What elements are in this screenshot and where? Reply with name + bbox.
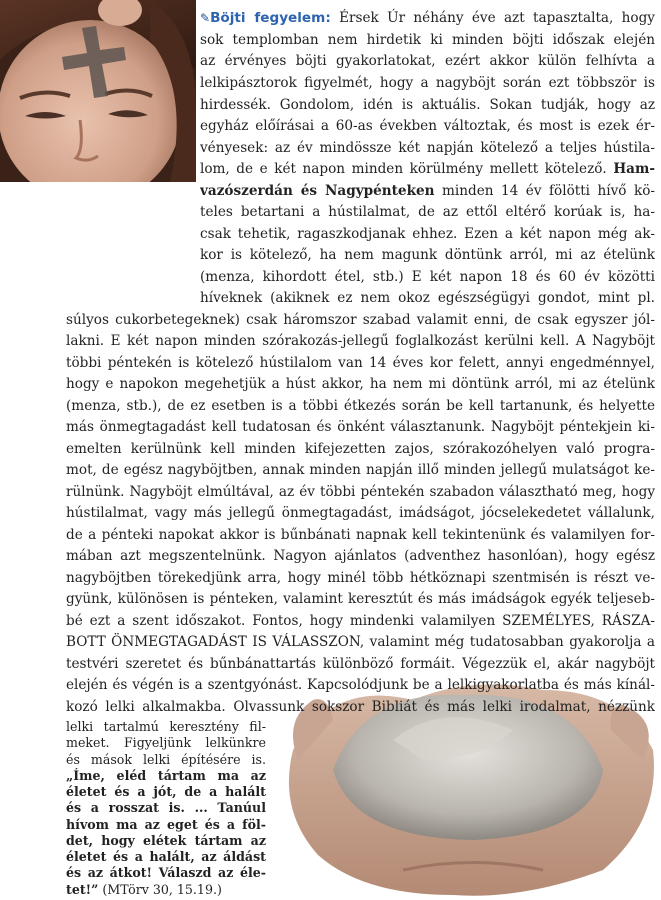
article-heading: Böjti fegyelem:: [210, 10, 331, 26]
article-line: elején és végén is a szentgyónást. Kapcsolódjunk be a lelkigyakorlatba és más kínál-: [66, 677, 655, 693]
pen-icon: ✎: [200, 11, 211, 25]
article-line: egyház előírásai a 60-as években változtak, és most is ezek ér-: [200, 118, 655, 134]
article-line: hirdessék. Gondolom, idén is aktuális. Sokan tudják, hogy az: [200, 97, 655, 113]
quote-line: és az átkot! Válaszd az éle-: [66, 865, 266, 881]
article-line: vazószerdán és Nagypénteken minden 14 év fölötti hívő kö-: [200, 183, 655, 199]
article-line: de a pénteki napokat akkor is bűnbánati napnak kell tekintenünk és valamilyen for-: [66, 527, 655, 543]
article-line: gyünk, különösen is pénteken, valamint keresztút és más imádságok egyék teljeseb-: [66, 591, 655, 607]
article-line: rülnünk. Nagyböjt elmúltával, az év többi péntekén szabadon választható meg, hogy: [66, 484, 655, 500]
article-line: ✎Böjti fegyelem: Érsek Úr néhány éve azt tapasztalta, hogy: [200, 10, 655, 26]
quote-line: életet és a halált, az áldást: [66, 849, 266, 865]
article-line: és mások lelki építésére is.: [66, 751, 266, 767]
article-line: lelki tartalmú keresztény fil-: [66, 719, 266, 734]
article-line: az érvényes böjti gyakorlatokat, ezért akkor külön felhívta a: [200, 53, 655, 69]
quote-line: tet!” (MTörv 30, 15.19.): [66, 881, 222, 897]
article-line: bé ezt a szent időszakot. Fontos, hogy mindenki valamilyen SZEMÉLYES, RÁSZA-: [66, 613, 655, 629]
article-line: teles betartani a hústilalmat, de az ettől eltérő korúak is, ha-: [200, 204, 655, 220]
article-line: mában azt megszentelnünk. Nagyon ajánlatos (adventhez hasonlóan), hogy egész: [66, 548, 655, 564]
bold-text: Ham-: [613, 161, 655, 177]
quote-line: det, hogy elétek tártam az: [66, 832, 266, 848]
article-line: súlyos cukorbetegeknek) csak háromszor szabad valamit enni, de csak egyszer jól-: [66, 312, 655, 328]
article-line: meket. Figyeljünk lelkünkre: [66, 735, 266, 751]
article-line: lakni. E két napon minden szórakozás-jellegű foglalkozást kerülni kell. A Nagyböjt: [66, 333, 655, 349]
article-line: nagyböjtben törekedjünk arra, hogy minél több hétköznapi szentmisén is részt ve-: [66, 570, 655, 586]
article-line: lelkipásztorok figyelmét, hogy a nagyböjt során ezt többször is: [200, 75, 655, 91]
article-line: hogy e napokon megehetjük a húst akkor, ha nem mi döntünk arról, mi az ételünk: [66, 376, 655, 392]
bold-text: vazószerdán és Nagypénteken: [200, 183, 435, 199]
article-line: testvéri szeretet és bűnbánattartás különböző formáit. Végezzük el, akár nagyböjt: [66, 656, 655, 672]
article-line: más önmegtagadást kell tudatosan és önként választanunk. Nagyböjt péntekjein ki-: [66, 419, 655, 435]
article-line: kozó lelki alkalmakba. Olvassunk sokszor Bibliát és más lelki irodalmat, nézzünk: [66, 699, 655, 715]
article-line: (menza, stb.), de ez esetben is a többi étkezés során be kell tartanunk, és helyette: [66, 398, 655, 414]
quote-line: „Íme, eléd tártam ma az: [66, 767, 266, 783]
quote-line: és a rosszat is. ... Tanúul: [66, 800, 266, 816]
article-line: lom, de e két napon minden körülmény mellett kötelező. Ham-: [200, 161, 655, 177]
article-line: BOTT ÖNMEGTAGADÁST IS VÁLASSZON, valamint még tudatosabban gyakorolja a: [66, 634, 655, 650]
article-line: (menza, kihordott étel, stb.) E két napon 18 és 60 év közötti: [200, 269, 655, 285]
quote-line: életet és a jót, de a halált: [66, 784, 266, 800]
article-line: kor is kötelező, ha nem magunk döntünk arról, mi az ételünk: [200, 247, 655, 263]
citation: (MTörv 30, 15.19.): [98, 881, 222, 897]
article-line: többi péntekén is kötelező hústilalom van 14 éves kor felett, annyi engedménnyel,: [66, 355, 655, 371]
quote-line: [66, 890, 266, 900]
article-line: emelten kerülnünk kell minden kifejezetten zajos, szórakozóhelyen való progra-: [66, 441, 655, 457]
article-line: csak tehetik, ragaszkodjanak ehhez. Ezen a két napon még ak-: [200, 226, 655, 242]
article-line: hústilalmat, vagy más jellegű önmegtagadást, imádságot, jócselekedetet vállalunk,: [66, 505, 655, 521]
article-line: sok templomban nem hirdetik ki minden böjti időszak elején: [200, 32, 655, 48]
article-line: mot, de egész nagyböjtben, annak minden napján illő minden jellegű mulatságot ke-: [66, 462, 655, 478]
quote-line: hívom ma az eget és a föl-: [66, 816, 266, 832]
article-line: vényesek: az év mindössze két napján kötelező a teljes hústila-: [200, 140, 655, 156]
article-line: híveknek (akiknek ez nem okoz egészségügyi gondot, mint pl.: [200, 290, 655, 306]
